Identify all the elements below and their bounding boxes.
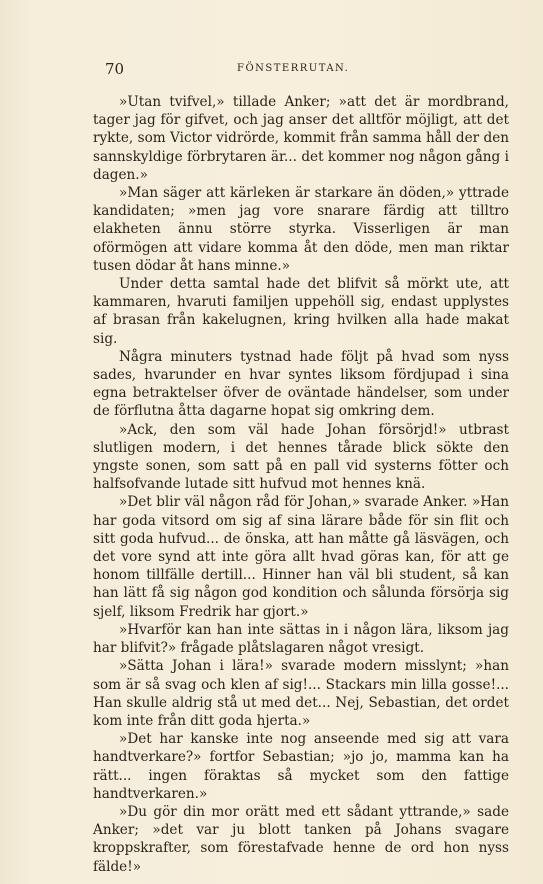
paragraph: Under detta samtal hade det blifvit så mörkt ute, att kammaren, hvaruti familjen uppehöll sig, endast upplystes af brasan från kakelugnen, kring hvilken alla hade makat sig. — [93, 276, 509, 347]
paragraph: »Det har kanske inte nog anseende med sig att vara handtverkare?» fortfor Sebastian; »jo jo, mamma kan ha rätt... ingen föraktas så mycket som den fattige handtverkaren.» — [93, 731, 509, 802]
paragraph: »Utan tvifvel,» tillade Anker; »att det är mordbrand, tager jag för gifvet, och jag anser det alltför möjligt, att det rykte, som Victor vidrörde, kommit från samma håll der den sannskyldige förbrytaren är... det kommer nog någon gång i dagen.» — [93, 94, 509, 183]
body-text — [93, 93, 509, 876]
page-number: 70 — [105, 60, 125, 78]
paragraph: »Ack, den som väl hade Johan försörjd!» utbrast slutligen modern, i det hennes tårade blick sökte den yngste sonen, som satt på en pall vid systerns fötter och halfsofvande lutade sitt hufvud mot hennes knä. — [93, 421, 509, 493]
running-head: FÖNSTERRUTAN. — [237, 63, 350, 74]
paragraph: »Hvarför kan han inte sättas in i någon lära, liksom jag har blifvit?» frågade plåtslagaren något vresigt. — [93, 621, 509, 657]
paragraph: Några minuters tystnad hade följt på hvad som nyss sades, hvarunder en hvar syntes liksom fördjupad i sina egna betraktelser öfver de oväntade händelser, som under de förflutna åtta dagarne hopat sig omkring dem. — [93, 348, 509, 420]
paragraph: »Sätta Johan i lära!» svarade modern misslynt; »han som är så svag och klen af sig!... Stackars min lilla gosse!... Han skulle aldrig stå ut med det... Nej, Sebastian, det ordet kom inte från ditt goda hjerta.» — [93, 658, 509, 729]
page-header — [93, 60, 513, 80]
paragraph: »Det blir väl någon råd för Johan,» svarade Anker. »Han har goda vitsord om sig af sina lärare både för sin flit och sitt goda hufvud... de önska, att han måtte gå läsvägen, och det vore synd att inte göra allt hvad göras kan, för att ge honom tillfälle dertill... Hinner han väl bli student, så kan han lätt få sig någon god kondition och sålunda försörja sig sjelf, liksom Fredrik har gjort.» — [93, 494, 509, 620]
paragraph: »Du gör din mor orätt med ett sådant yttrande,» sade Anker; »det var ju blott tanken på Johans svagare kroppskrafter, som förestafvade henne de ord hon nyss fälde!» — [93, 803, 509, 875]
paragraph: »Man säger att kärleken är starkare än döden,» yttrade kandidaten; »men jag vore snarare färdig att tilltro elakheten ännu större styrka. Visserligen är man oförmögen att vidare komma åt den döde, men man riktar tusen dödar åt hans minne.» — [93, 185, 509, 274]
